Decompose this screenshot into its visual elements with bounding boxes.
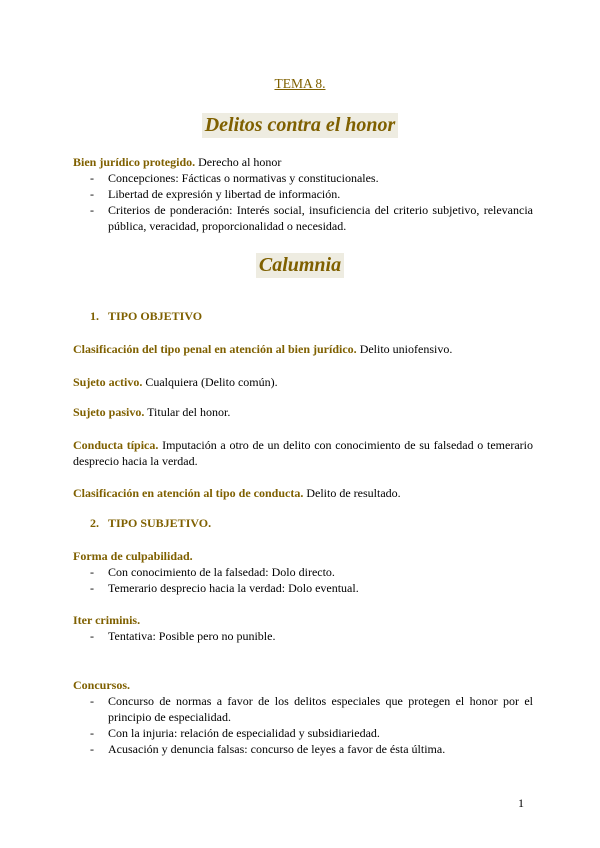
conducta-tipica-paragraph: Conducta típica. Imputación a otro de un delito con conocimiento de su falsedad o temerario desprecio hacia la verdad. <box>73 438 533 468</box>
section-title: TIPO OBJETIVO <box>108 309 203 323</box>
iter-criminis-list <box>73 628 533 644</box>
forma-culpabilidad-label: Forma de culpabilidad. <box>73 549 193 563</box>
section-number: 1. <box>90 309 99 323</box>
page-number: 1 <box>518 796 524 810</box>
forma-culpabilidad-section <box>73 548 533 596</box>
concursos-list <box>73 693 533 757</box>
list-item: - Con la injuria: relación de especialidad y subsidiariedad. <box>90 726 380 740</box>
concursos-label: Concursos. <box>73 678 131 692</box>
list-item: - Tentativa: Posible pero no punible. <box>90 629 276 643</box>
dash-bullet: - <box>90 726 94 740</box>
bien-juridico-value: Derecho al honor <box>195 155 282 169</box>
dash-bullet: - <box>90 565 94 579</box>
iter-criminis-section <box>73 612 533 644</box>
dash-bullet: - <box>90 581 94 595</box>
list-item: - Concepciones: Fácticas o normativas y constitucionales. <box>90 171 379 185</box>
section-title: TIPO SUBJETIVO. <box>108 516 212 530</box>
clasificacion-bien-paragraph: Clasificación del tipo penal en atención al bien jurídico. Delito uniofensivo. <box>73 342 453 356</box>
chapter-heading-text: Delitos contra el honor <box>202 113 399 138</box>
bien-juridico-list <box>73 170 533 234</box>
chapter-heading <box>0 113 600 138</box>
clasificacion-conducta-paragraph: Clasificación en atención al tipo de conducta. Delito de resultado. <box>73 486 401 500</box>
list-item: - Con conocimiento de la falsedad: Dolo directo. <box>90 565 335 579</box>
sujeto-activo-paragraph: Sujeto activo. Cualquiera (Delito común). <box>73 375 278 389</box>
dash-bullet: - <box>90 187 94 201</box>
concursos-section <box>73 677 533 757</box>
list-item: - Libertad de expresión y libertad de información. <box>90 187 341 201</box>
bien-juridico-section <box>73 154 533 234</box>
tipo-objetivo-heading <box>90 309 202 324</box>
forma-culpabilidad-list <box>73 564 533 596</box>
list-item: - Criterios de ponderación: Interés social, insuficiencia del criterio subjetivo, relevancia pública, veracidad, proporcionalidad o necesidad. <box>90 203 533 233</box>
section-heading-calumnia <box>0 253 600 278</box>
dash-bullet: - <box>90 171 94 185</box>
document-title: TEMA 8. <box>274 76 326 91</box>
list-item: - Temerario desprecio hacia la verdad: Dolo eventual. <box>90 581 359 595</box>
tipo-subjetivo-heading <box>90 516 211 531</box>
dash-bullet: - <box>90 203 94 217</box>
dash-bullet: - <box>90 694 94 708</box>
bien-juridico-line <box>73 154 533 170</box>
section-heading-text: Calumnia <box>256 253 344 278</box>
iter-criminis-label: Iter criminis. <box>73 613 141 627</box>
sujeto-pasivo-paragraph: Sujeto pasivo. Titular del honor. <box>73 405 231 419</box>
dash-bullet: - <box>90 629 94 643</box>
section-number: 2. <box>90 516 99 530</box>
list-item: - Concurso de normas a favor de los delitos especiales que protegen el honor por el principio de especialidad. <box>90 694 533 724</box>
bien-juridico-label: Bien jurídico protegido. <box>73 155 196 169</box>
list-item: - Acusación y denuncia falsas: concurso de leyes a favor de ésta última. <box>90 742 446 756</box>
dash-bullet: - <box>90 742 94 756</box>
